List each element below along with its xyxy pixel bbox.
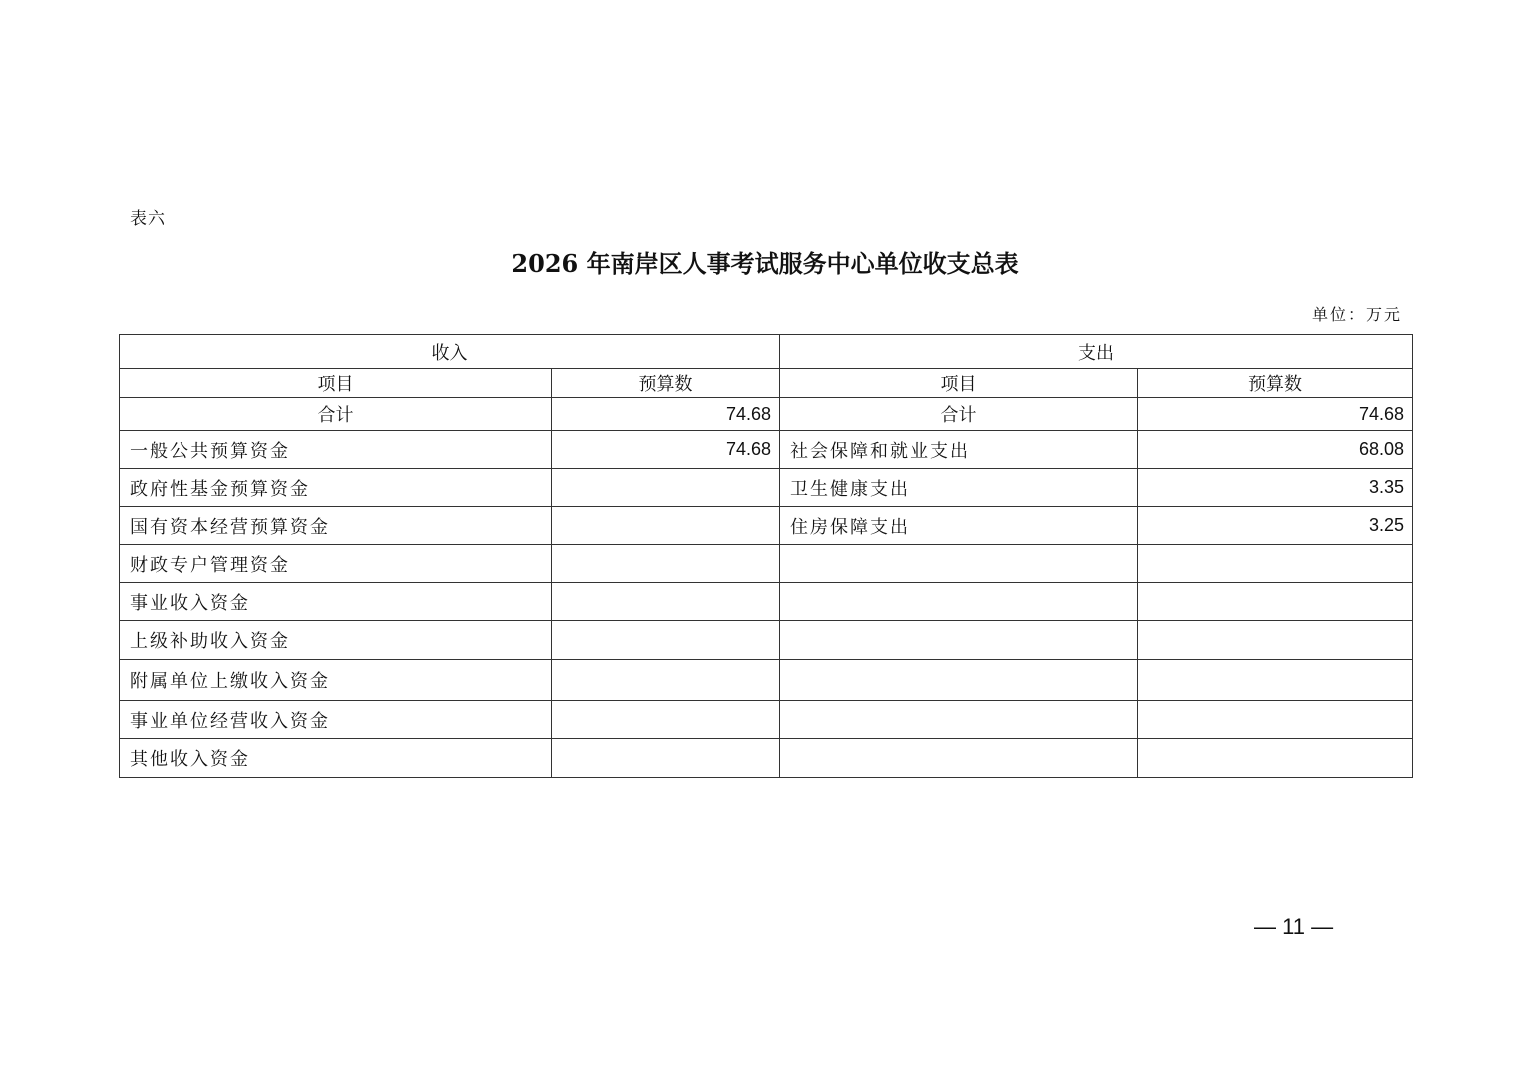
unit-label: 单位：万元 <box>1311 305 1402 324</box>
income-item-cell: 国有资本经营预算资金 <box>120 507 552 545</box>
budget-summary-table <box>119 334 1413 778</box>
income-value-cell <box>552 545 780 583</box>
expense-value-cell <box>1138 701 1413 739</box>
income-value-cell <box>552 739 780 778</box>
expense-item-column-header: 项目 <box>780 369 1138 398</box>
income-total-value: 74.68 <box>552 398 780 431</box>
table-label: 表六 <box>130 209 166 229</box>
section-header-row <box>120 335 1413 369</box>
table-row <box>120 545 1413 583</box>
expense-item-cell: 住房保障支出 <box>780 507 1138 545</box>
income-value-cell <box>552 469 780 507</box>
expense-item-cell <box>780 583 1138 621</box>
expense-item-cell: 卫生健康支出 <box>780 469 1138 507</box>
expense-value-cell <box>1138 545 1413 583</box>
income-value-cell: 74.68 <box>552 431 780 469</box>
expense-item-cell <box>780 621 1138 660</box>
income-total-label: 合计 <box>120 398 552 431</box>
income-item-cell: 附属单位上缴收入资金 <box>120 660 552 701</box>
expense-value-cell: 68.08 <box>1138 431 1413 469</box>
income-item-column-header: 项目 <box>120 369 552 398</box>
income-item-cell: 财政专户管理资金 <box>120 545 552 583</box>
expense-value-cell <box>1138 621 1413 660</box>
expense-value-cell: 3.35 <box>1138 469 1413 507</box>
total-row <box>120 398 1413 431</box>
income-value-cell <box>552 701 780 739</box>
expense-value-cell <box>1138 739 1413 778</box>
expense-item-cell <box>780 660 1138 701</box>
expense-item-cell <box>780 701 1138 739</box>
table-row <box>120 583 1413 621</box>
expense-item-cell <box>780 545 1138 583</box>
income-section-header: 收入 <box>120 335 780 369</box>
document-title: 2026 年南岸区人事考试服务中心单位收支总表 <box>511 249 1019 278</box>
table-row <box>120 469 1413 507</box>
expense-item-cell: 社会保障和就业支出 <box>780 431 1138 469</box>
income-item-cell: 一般公共预算资金 <box>120 431 552 469</box>
expense-value-cell <box>1138 660 1413 701</box>
income-item-cell: 上级补助收入资金 <box>120 621 552 660</box>
expense-total-value: 74.68 <box>1138 398 1413 431</box>
income-budget-column-header: 预算数 <box>552 369 780 398</box>
income-item-cell: 政府性基金预算资金 <box>120 469 552 507</box>
table-row <box>120 660 1413 701</box>
income-item-cell: 事业单位经营收入资金 <box>120 701 552 739</box>
expense-value-cell <box>1138 583 1413 621</box>
expense-value-cell: 3.25 <box>1138 507 1413 545</box>
table-row <box>120 621 1413 660</box>
table-row <box>120 701 1413 739</box>
table-row <box>120 739 1413 778</box>
income-item-cell: 其他收入资金 <box>120 739 552 778</box>
income-item-cell: 事业收入资金 <box>120 583 552 621</box>
income-value-cell <box>552 660 780 701</box>
income-value-cell <box>552 621 780 660</box>
expense-budget-column-header: 预算数 <box>1138 369 1413 398</box>
expense-total-label: 合计 <box>780 398 1138 431</box>
table-row <box>120 431 1413 469</box>
income-value-cell <box>552 583 780 621</box>
expense-item-cell <box>780 739 1138 778</box>
income-value-cell <box>552 507 780 545</box>
expense-section-header: 支出 <box>780 335 1413 369</box>
column-header-row <box>120 369 1413 398</box>
table-row <box>120 507 1413 545</box>
page-number: — 11 — <box>1254 914 1334 939</box>
